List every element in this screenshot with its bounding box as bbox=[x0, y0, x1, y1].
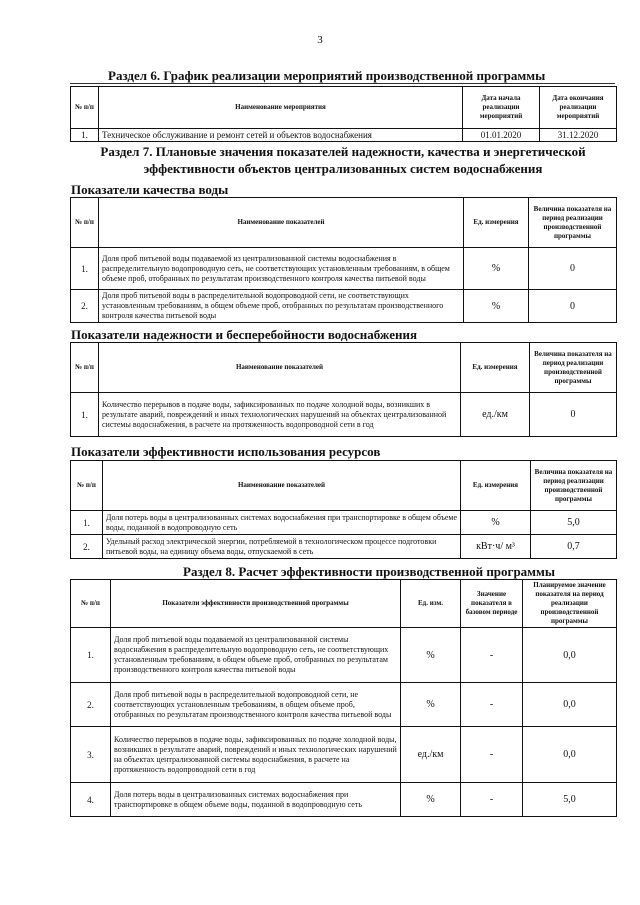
header-num: № п/п bbox=[71, 87, 99, 129]
reliability-title: Показатели надежности и бесперебойности водоснабжения bbox=[71, 327, 417, 342]
header-value: Величина показателя на период реализации производственной программы bbox=[529, 198, 617, 248]
row-unit: % bbox=[401, 628, 461, 683]
header-name: Наименование мероприятия bbox=[99, 87, 463, 129]
table-row bbox=[71, 535, 617, 559]
table-header-row bbox=[71, 580, 617, 628]
header-num: № п/п bbox=[71, 580, 111, 628]
section7-title-line2: эффективности объектов централизованных систем водоснабжения bbox=[143, 161, 543, 176]
row-unit: % bbox=[401, 683, 461, 727]
row-name: Доля потерь воды в централизованных системах водоснабжения при транспортировке в общем объеме воды, поданной в водопроводную сеть bbox=[103, 511, 461, 535]
header-unit: Ед. измерения bbox=[461, 461, 531, 511]
row-num: 1. bbox=[71, 393, 99, 437]
row-planned: 0,0 bbox=[523, 683, 617, 727]
section7-title-line1: Раздел 7. Плановые значения показателей надежности, качества и энергетической bbox=[100, 144, 586, 159]
row-num: 2. bbox=[71, 683, 111, 727]
table-header-row bbox=[71, 461, 617, 511]
efficiency-title: Показатели эффективности использования ресурсов bbox=[71, 444, 381, 459]
row-num: 1. bbox=[71, 248, 99, 290]
header-base: Значение показателя в базовом периоде bbox=[461, 580, 523, 628]
table-row bbox=[71, 511, 617, 535]
reliability-table bbox=[70, 342, 617, 437]
table-row bbox=[71, 248, 617, 290]
table-row bbox=[71, 683, 617, 727]
table-header-row bbox=[71, 87, 617, 129]
section7-title bbox=[70, 143, 616, 177]
header-unit: Ед. измерения bbox=[464, 198, 529, 248]
row-unit: % bbox=[461, 511, 531, 535]
header-name: Наименование показателей bbox=[103, 461, 461, 511]
row-base: - bbox=[461, 783, 523, 817]
row-unit: % bbox=[464, 248, 529, 290]
table-header-row bbox=[71, 343, 617, 393]
row-value: 0,7 bbox=[531, 535, 617, 559]
quality-table bbox=[70, 197, 617, 323]
row-name: Доля потерь воды в централизованных системах водоснабжения при транспортировке в общем объеме воды, поданной в водопроводную сеть bbox=[111, 783, 401, 817]
row-num: 1. bbox=[71, 628, 111, 683]
header-name: Наименование показателей bbox=[99, 198, 464, 248]
section6-table bbox=[70, 86, 617, 142]
row-unit: % bbox=[401, 783, 461, 817]
row-start: 01.01.2020 bbox=[463, 129, 540, 142]
row-planned: 0,0 bbox=[523, 727, 617, 783]
header-value: Величина показателя на период реализации производственной программы bbox=[530, 343, 617, 393]
row-num: 1. bbox=[71, 511, 103, 535]
row-name: Доля проб питьевой воды в распределительной водопроводной сети, не соответствующих установленным требованиям, в общем объеме проб, отобранных по результатам производственного контроля качества питьевой воды bbox=[99, 290, 464, 323]
row-num: 2. bbox=[71, 535, 103, 559]
row-name: Количество перерывов в подаче воды, зафиксированных по подаче холодной воды, возникших в результате аварий, повреждений и иных технологических нарушений на объектах централизованной системы водоснабжения, в расчете на протяженность водопроводной сети в год bbox=[111, 727, 401, 783]
table-header-row bbox=[71, 198, 617, 248]
section8-table bbox=[70, 579, 617, 817]
row-name: Техническое обслуживание и ремонт сетей и объектов водоснабжения bbox=[99, 129, 463, 142]
section6-title: Раздел 6. График реализации мероприятий производственной программы bbox=[108, 68, 546, 83]
row-unit: ед./км bbox=[461, 393, 530, 437]
header-planned: Планируемое значение показателя на период реализации производственной программы bbox=[523, 580, 617, 628]
row-end: 31.12.2020 bbox=[540, 129, 617, 142]
row-num: 2. bbox=[71, 290, 99, 323]
row-name: Количество перерывов в подаче воды, зафиксированных по подаче холодной воды, возникших в результате аварий, повреждений и иных технологических нарушений на объектах централизованной системы водоснабжения, в расчете на протяженность водопроводной сети в год bbox=[99, 393, 461, 437]
row-name: Доля проб питьевой воды в распределительной водопроводной сети, не соответствующих установленным требованиям, в общем объеме проб, отобранных по результатам производственного контроля качества питьевой воды bbox=[111, 683, 401, 727]
row-unit: % bbox=[464, 290, 529, 323]
table-row bbox=[71, 727, 617, 783]
row-unit: ед./км bbox=[401, 727, 461, 783]
row-num: 1. bbox=[71, 129, 99, 142]
row-base: - bbox=[461, 727, 523, 783]
efficiency-table bbox=[70, 460, 617, 559]
row-base: - bbox=[461, 628, 523, 683]
table-row bbox=[71, 783, 617, 817]
header-num: № п/п bbox=[71, 343, 99, 393]
row-num: 3. bbox=[71, 727, 111, 783]
header-value: Величина показателя на период реализации производственной программы bbox=[531, 461, 617, 511]
section6-underline bbox=[70, 83, 615, 84]
row-planned: 5,0 bbox=[523, 783, 617, 817]
row-name: Удельный расход электрической энергии, потребляемой в технологическом процессе подготовки питьевой воды, на единицу объема воды, отпускаемой в сеть bbox=[103, 535, 461, 559]
table-row bbox=[71, 290, 617, 323]
header-unit: Ед. измерения bbox=[461, 343, 530, 393]
row-num: 4. bbox=[71, 783, 111, 817]
table-row bbox=[71, 129, 617, 142]
row-unit: кВт·ч/ м³ bbox=[461, 535, 531, 559]
header-name: Показатели эффективности производственной программы bbox=[111, 580, 401, 628]
page-number: 3 bbox=[317, 34, 323, 46]
table-row bbox=[71, 393, 617, 437]
row-value: 5,0 bbox=[531, 511, 617, 535]
section8-title: Раздел 8. Расчет эффективности производственной программы bbox=[183, 564, 556, 579]
header-end: Дата окончания реализации мероприятий bbox=[540, 87, 617, 129]
header-unit: Ед. изм. bbox=[401, 580, 461, 628]
header-name: Наименование показателей bbox=[99, 343, 461, 393]
header-num: № п/п bbox=[71, 461, 103, 511]
row-value: 0 bbox=[529, 290, 617, 323]
row-value: 0 bbox=[530, 393, 617, 437]
row-name: Доля проб питьевой воды подаваемой из централизованной системы водоснабжения в распределительную водопроводную сеть, не соответствующих установленным требованиям, в общем объеме проб, отобранных по результатам производственного контроля качества питьевой воды bbox=[111, 628, 401, 683]
row-planned: 0,0 bbox=[523, 628, 617, 683]
row-base: - bbox=[461, 683, 523, 727]
header-num: № п/п bbox=[71, 198, 99, 248]
row-value: 0 bbox=[529, 248, 617, 290]
row-name: Доля проб питьевой воды подаваемой из централизованной системы водоснабжения в распределительную водопроводную сеть, не соответствующих установленным требованиям, в общем объеме проб, отобранных по результатам производственного контроля качества питьевой воды bbox=[99, 248, 464, 290]
header-start: Дата начала реализации мероприятий bbox=[463, 87, 540, 129]
quality-title: Показатели качества воды bbox=[71, 182, 229, 197]
table-row bbox=[71, 628, 617, 683]
